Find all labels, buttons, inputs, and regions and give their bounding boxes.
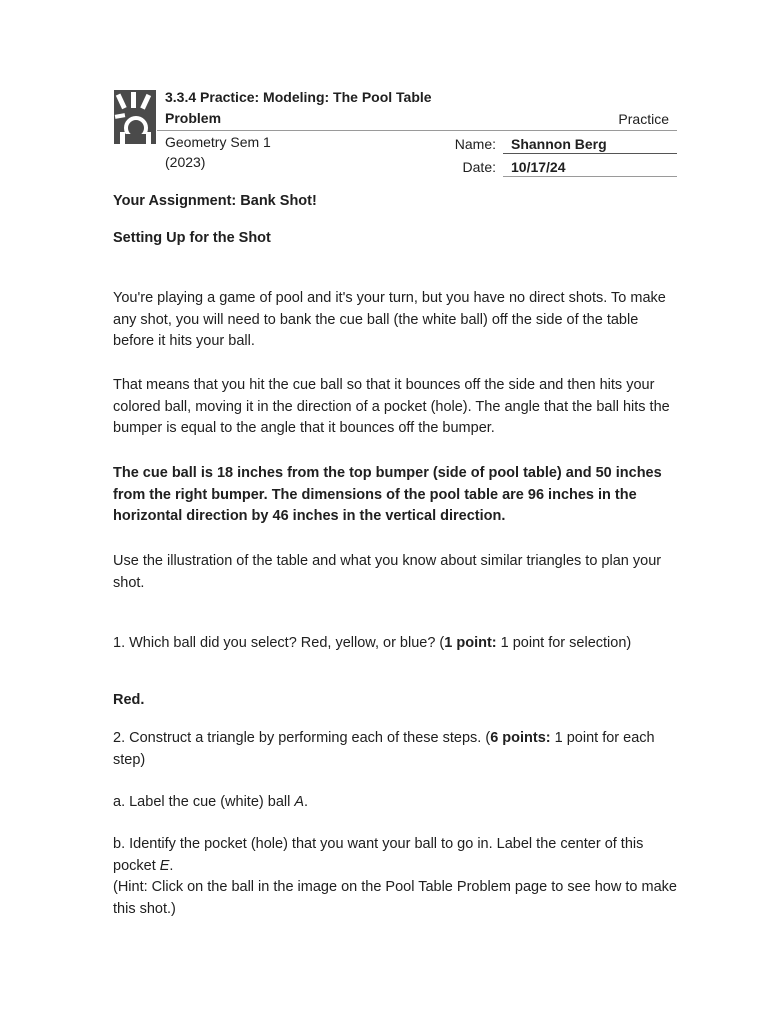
header-divider — [157, 130, 677, 131]
step-a — [113, 792, 679, 814]
step-a-text: a. Label the cue (white) ball — [113, 794, 295, 810]
question-2-points-detail: 1 point for each step) — [113, 730, 655, 768]
course-name-line1: Geometry Sem 1 — [165, 134, 271, 150]
name-underline — [503, 153, 677, 154]
step-b-hint: (Hint: Click on the ball in the image on the Pool Table Problem page to see how to make this shot.) — [113, 879, 677, 917]
section-heading: Setting Up for the Shot — [113, 230, 271, 246]
question-1-points: 1 point: — [444, 635, 497, 651]
course-name-line2: (2023) — [165, 154, 206, 170]
question-2 — [113, 728, 679, 771]
activity-type-label: Practice — [618, 111, 669, 127]
intro-paragraph: You're playing a game of pool and it's your turn, but you have no direct shots. To make any shot, you will need to bank the cue ball (the white ball) off the side of the table before it hits your ball. — [113, 290, 666, 349]
bank-shot-paragraph: That means that you hit the cue ball so that it bounces off the side and then hits your colored ball, moving it in the direction of a pocket (hole). The angle that the ball hits the bumper is equal to the angle that it bounces off the bumper. — [113, 377, 670, 436]
step-b-variable: E — [159, 857, 170, 874]
name-field[interactable]: Shannon Berg — [511, 136, 607, 152]
worksheet-title: 3.3.4 Practice: Modeling: The Pool Table Problem — [165, 89, 432, 126]
assignment-heading: Your Assignment: Bank Shot! — [113, 193, 317, 209]
apex-logo-icon — [114, 90, 156, 144]
step-a-end: . — [304, 794, 309, 810]
step-a-variable: A — [294, 794, 305, 810]
step-b-text: b. Identify the pocket (hole) that you want your ball to go in. Label the center of this pocket — [113, 836, 644, 874]
name-label: Name: — [454, 136, 496, 152]
question-1 — [113, 633, 679, 655]
table-dimensions-paragraph: The cue ball is 18 inches from the top bumper (side of pool table) and 50 inches from the right bumper. The dimensions of the pool table are 96 inches in the horizontal direction by 46 inches in the vertical direction. — [113, 465, 662, 524]
date-underline — [503, 176, 677, 177]
question-1-text: 1. Which ball did you select? Red, yellow, or blue? ( — [113, 635, 445, 651]
question-2-text: 2. Construct a triangle by performing each of these steps. ( — [113, 730, 491, 746]
question-1-points-detail: 1 point for selection) — [496, 635, 632, 651]
step-b-end: . — [169, 857, 174, 874]
answer-1[interactable]: Red. — [113, 692, 145, 708]
date-field[interactable]: 10/17/24 — [511, 159, 566, 175]
course-name — [165, 132, 271, 172]
step-b — [113, 834, 679, 920]
question-2-points: 6 points: — [490, 730, 551, 746]
date-label: Date: — [462, 159, 496, 175]
instructions-paragraph: Use the illustration of the table and what you know about similar triangles to plan your shot. — [113, 553, 662, 591]
